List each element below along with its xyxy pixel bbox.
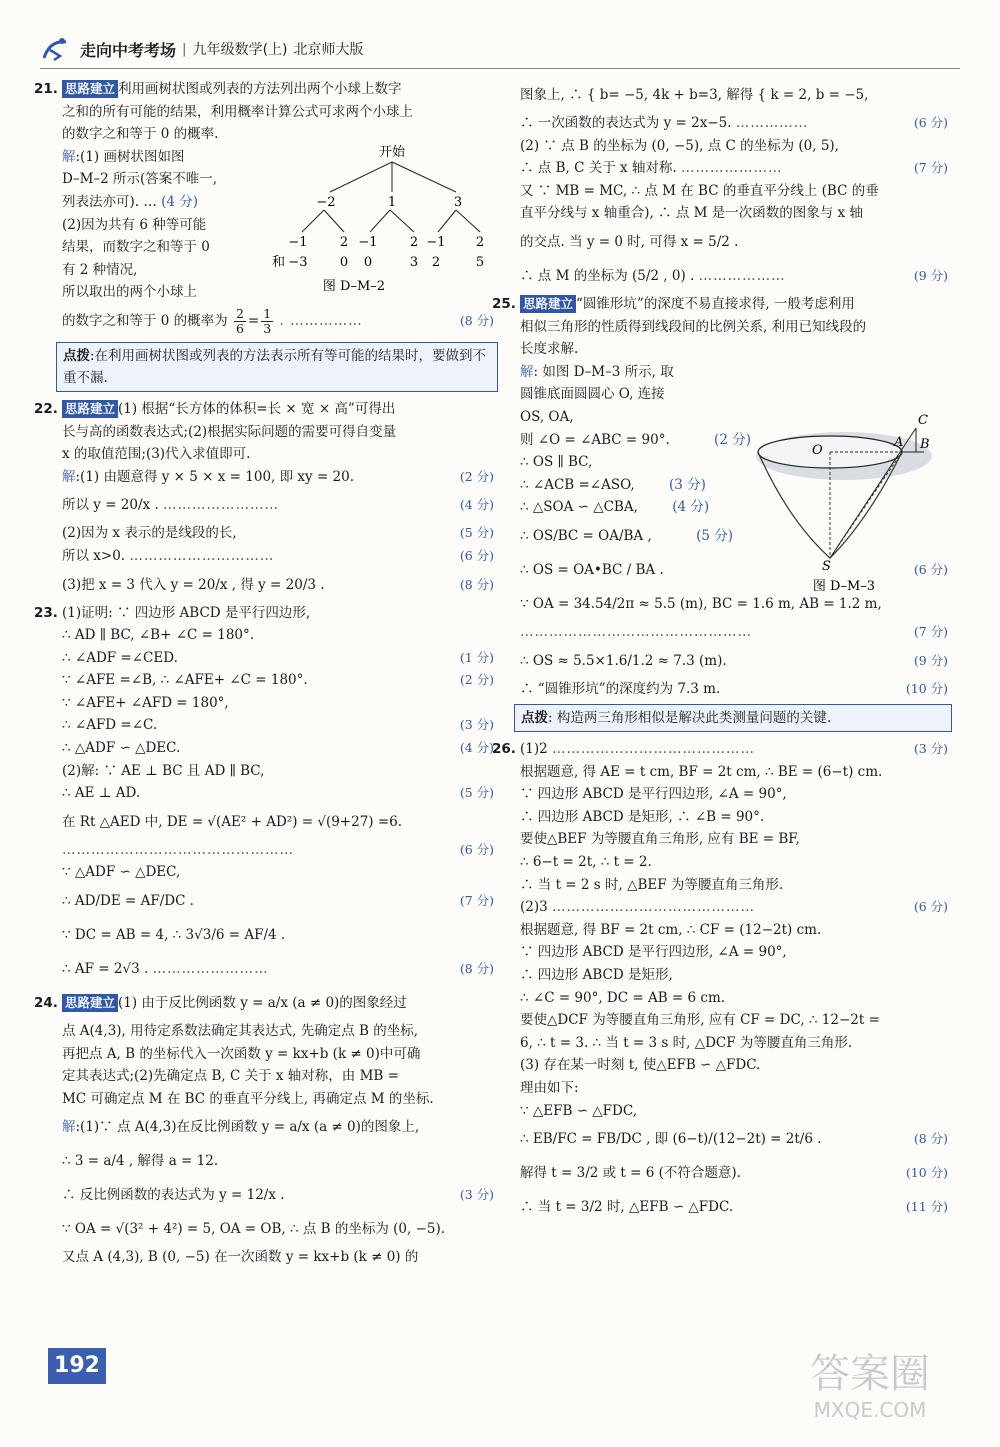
- q22-line3: x 的取值范围;(3)代入求值即可.: [62, 446, 251, 463]
- q24-line4: 定其表达式;(2)先确定点 B, C 关于 x 轴对称，由 MB =: [62, 1068, 399, 1085]
- q25-tag: 思路建立: [520, 295, 576, 313]
- q22-answer4: 所以 x>0. ………………………… (6 分): [62, 547, 494, 564]
- q21-answer1: 解:(1) 画树状图如图: [62, 148, 185, 165]
- tree-l2-3: −1: [358, 235, 378, 250]
- q26-line16: 理由如下:: [520, 1080, 579, 1096]
- q23-line7: ∴ △ADF ∽ △DEC. (4 分): [62, 740, 494, 757]
- q21-hint-box: 点拨:在利用画树状图或列表的方法表示所有等可能的结果时，要做到不重不漏.: [56, 342, 498, 392]
- q26-line15: (3) 存在某一时刻 t, 使△EFB ∽ △FDC.: [520, 1057, 761, 1074]
- tree-sum-5: 2: [431, 255, 441, 270]
- q25-hint-box: 点拨: 构造两三角形相似是解决此类测量问题的关键.: [514, 704, 952, 732]
- q25-answer5: ∴ OS ∥ BC,: [520, 454, 593, 471]
- q25-answer9: ∴ OS = OA•BC / BA . (6 分): [520, 561, 948, 578]
- q26-line14: 6, ∴ t = 3. ∴ 当 t = 3 s 时, △DCF 为等腰直角三角形.: [520, 1034, 853, 1051]
- q26-line2: 根据题意, 得 AE = t cm, BF = 2t cm, ∴ BE = (6−t) cm.: [520, 763, 883, 780]
- q24c-line1: 图象上, ∴ { b= −5, 4k + b=3, 解得 { k = 2, b = −5,: [520, 87, 869, 103]
- q26-line13: 要使△DCF 为等腰直角三角形, 应有 CF = DC, ∴ 12−2t =: [520, 1012, 880, 1029]
- q26-line7: ∴ 当 t = 2 s 时, △BEF 为等腰直角三角形.: [520, 876, 784, 893]
- q25-answer10: ∵ OA = 34.54/2π ≈ 5.5 (m), BC = 1.6 m, AB = 1.2 m,: [520, 595, 882, 612]
- tree-l1-b: 1: [387, 195, 397, 210]
- tree-sum-3: 0: [363, 255, 373, 270]
- watermark-logo: [780, 1339, 960, 1429]
- q24-answer3: ∴ 反比例函数的表达式为 y = 12/x . (3 分): [62, 1187, 494, 1204]
- tree-diagram: [268, 140, 496, 300]
- q24-line2: 点 A(4,3), 用待定系数法确定其表达式, 先确定点 B 的坐标,: [62, 1023, 419, 1040]
- q21-line2: 之和的所有可能的结果，利用概率计算公式可求两个小球上: [62, 103, 413, 120]
- q23-line11: ………………………………………… (6 分): [62, 841, 494, 858]
- q24c-line3: (2) ∵ 点 B 的坐标为 (0, −5), 点 C 的坐标为 (0, 5),: [520, 137, 839, 154]
- q24c-line2: ∴ 一次函数的表达式为 y = 2x−5. …………… (6 分): [520, 115, 948, 131]
- q23-line13: ∴ AD/DE = AF/DC . (7 分): [62, 893, 494, 910]
- q24c-line6: 直平分线与 x 轴重合), ∴ 点 M 是一次函数的图象与 x 轴: [520, 205, 863, 222]
- q26-line5: 要使△BEF 为等腰直角三角形, 应有 BE = BF,: [520, 831, 800, 848]
- q21-answer7: 所以取出的两个小球上: [62, 284, 197, 301]
- q23-line2: ∴ AD ∥ BC, ∠B+ ∠C = 180°.: [62, 627, 255, 644]
- q24-tag: 思路建立: [62, 994, 118, 1012]
- q23-line6: ∴ ∠AFD =∠C. (3 分): [62, 717, 494, 734]
- q23-line14: ∵ DC = AB = 4, ∴ 3√3/6 = AF/4 .: [62, 927, 286, 944]
- q21-answer8: 的数字之和等于 0 的概率为 $\frac{2}{6}$ = $\frac{1}{3}$ . …………… (8 分): [62, 305, 494, 336]
- tree-l2-5: −1: [426, 235, 446, 250]
- q25-answer2: 圆锥底面圆圆心 O, 连接: [520, 386, 665, 403]
- tree-sum-2: 0: [339, 255, 349, 270]
- tree-sum-1: −3: [288, 255, 308, 270]
- q23-line3: ∴ ∠ADF =∠CED. (1 分): [62, 649, 494, 666]
- q24c-line7: 的交点. 当 y = 0 时, 可得 x = 5/2 .: [520, 233, 739, 250]
- q22-answer1: 解:(1) 由题意得 y × 5 × x = 100, 即 xy = 20. (2 分): [62, 468, 494, 485]
- q25-answer3: OS, OA,: [520, 408, 574, 425]
- label-b: B: [920, 437, 930, 452]
- header-rule: [40, 68, 960, 69]
- q22-answer3: (2)因为 x 表示的是线段的长, (5 分): [62, 525, 494, 542]
- q26-line4: ∴ 四边形 ABCD 是矩形, ∴ ∠B = 90°.: [520, 808, 765, 825]
- tree-l2-6: 2: [475, 235, 485, 250]
- tree-sum-4: 3: [409, 255, 419, 270]
- q26-line10: ∵ 四边形 ABCD 是平行四边形, ∠A = 90°,: [520, 944, 787, 961]
- q24c-line4: ∴ 点 B, C 关于 x 轴对称. ………………… (7 分): [520, 160, 948, 177]
- q26-line3: ∵ 四边形 ABCD 是平行四边形, ∠A = 90°,: [520, 786, 787, 803]
- brand-title: 走向中考考场: [80, 40, 177, 60]
- q23-line10: 在 Rt △AED 中, DE = √(AE² + AD²) = √(9+27) =6.: [62, 813, 403, 830]
- q25-line3: 长度求解.: [520, 341, 579, 358]
- tree-l2-4: 2: [409, 235, 419, 250]
- watermark-line2: MXQE.COM: [813, 1398, 927, 1422]
- q21-line1: 21. 思路建立 利用画树状图或列表的方法列出两个小球上数字: [34, 81, 402, 97]
- q25-answer11: ………………………………………… (7 分): [520, 623, 948, 640]
- q21-tag: 思路建立: [62, 80, 118, 98]
- header-separator: |: [182, 41, 187, 57]
- q21-answer4: (2)因为共有 6 种等可能: [62, 216, 207, 233]
- fraction: $\frac{1}{3}$: [263, 305, 272, 336]
- q26-line6: ∴ 6−t = 2t, ∴ t = 2.: [520, 854, 652, 871]
- q24-line3: 再把点 A, B 的坐标代入一次函数 y = kx+b (k ≠ 0)中可确: [62, 1045, 421, 1062]
- tree-caption: 图 D–M–2: [322, 279, 386, 294]
- q25-answer1: 解: 如图 D–M–3 所示, 取: [520, 363, 674, 380]
- q25-line1: 25. 思路建立 “圆锥形坑”的深度不易直接求得, 一般考虑利用: [492, 295, 855, 312]
- q21-answer5: 结果，而数字之和等于 0: [62, 239, 210, 256]
- q21-line3: 的数字之和等于 0 的概率.: [62, 126, 219, 143]
- q22-tag: 思路建立: [62, 400, 118, 418]
- label-a: A: [894, 435, 904, 450]
- q21-answer3: 列表法亦可). … (4 分): [62, 193, 199, 210]
- q24c-line5: 又 ∵ MB = MC, ∴ 点 M 在 BC 的垂直平分线上 (BC 的垂: [520, 182, 879, 199]
- page-header: [40, 34, 680, 64]
- tree-sum-6: 5: [475, 255, 485, 270]
- tree-l1-a: −2: [316, 195, 336, 210]
- q25-answer12: ∴ OS ≈ 5.5×1.6/1.2 ≈ 7.3 (m). (9 分): [520, 652, 948, 669]
- cone-caption: 图 D–M–3: [812, 579, 876, 594]
- q24-line1: 24. 思路建立 (1) 由于反比例函数 y = a/x (a ≠ 0)的图象经过: [34, 995, 407, 1012]
- q23-line4: ∵ ∠AFE =∠B, ∴ ∠AFE+ ∠C = 180°. (2 分): [62, 672, 494, 689]
- header-edition: 北京师大版: [293, 42, 364, 58]
- q26-line19: 解得 t = 3/2 或 t = 6 (不符合题意). (10 分): [520, 1165, 948, 1182]
- q21-answer6: 有 2 种情况,: [62, 261, 138, 278]
- watermark-line1: 答案圈: [810, 1351, 930, 1397]
- fraction: $\frac{2}{6}$: [235, 305, 244, 336]
- q24c-line8: ∴ 点 M 的坐标为 (5/2 , 0) . ……………… (9 分): [520, 267, 948, 284]
- tree-l2-2: 2: [339, 235, 349, 250]
- q22-answer2: 所以 y = 20/x . …………………… (4 分): [62, 497, 494, 514]
- q24-answer1: 解:(1)∵ 点 A(4,3)在反比例函数 y = a/x (a ≠ 0)的图象上,: [62, 1119, 420, 1136]
- label-c: C: [918, 413, 928, 428]
- q23-line9: ∴ AE ⊥ AD. (5 分): [62, 785, 494, 802]
- q25-answer7: ∴ △SOA ∽ △CBA, (4 分): [520, 499, 710, 516]
- tree-l2-1: −1: [288, 235, 308, 250]
- q23-line8: (2)解: ∵ AE ⊥ BC 且 AD ∥ BC,: [62, 762, 265, 779]
- q24-answer4: ∵ OA = √(3² + 4²) = 5, OA = OB, ∴ 点 B 的坐标为 (0, −5).: [62, 1221, 446, 1238]
- header-subtitle: 九年级数学(上): [192, 42, 288, 58]
- cone-diagram: [748, 410, 948, 600]
- label-o: O: [812, 443, 823, 458]
- q23-line5: ∵ ∠AFE+ ∠AFD = 180°,: [62, 694, 229, 711]
- q25-line2: 相似三角形的性质得到线段间的比例关系, 利用已知线段的: [520, 318, 867, 335]
- q22-line2: 长与高的函数表达式;(2)根据实际问题的需要可得自变量: [62, 423, 397, 440]
- label-s: S: [822, 559, 831, 574]
- q25-answer4: 则 ∠O = ∠ABC = 90°. (2 分): [520, 431, 751, 448]
- tree-root: 开始: [378, 145, 406, 160]
- q26-line9: 根据题意, 得 BF = 2t cm, ∴ CF = (12−2t) cm.: [520, 921, 822, 938]
- q23-line15: ∴ AF = 2√3 . …………………… (8 分): [62, 961, 494, 978]
- q22-answer5: (3)把 x = 3 代入 y = 20/x , 得 y = 20/3 . (8 分): [62, 576, 494, 593]
- q24-line5: MC 可确定点 M 在 BC 的垂直平分线上, 再确定点 M 的坐标.: [62, 1090, 434, 1107]
- q26-line17: ∵ △EFB ∽ △FDC,: [520, 1102, 638, 1119]
- q26-line11: ∴ 四边形 ABCD 是矩形,: [520, 967, 673, 984]
- q26-line8: (2)3 …………………………………… (6 分): [520, 899, 948, 916]
- q23-line12: ∵ △ADF ∽ △DEC,: [62, 864, 181, 881]
- q26-line1: 26. (1)2 …………………………………… (3 分): [492, 741, 948, 758]
- q25-answer6: ∴ ∠ACB =∠ASO, (3 分): [520, 476, 706, 493]
- q26-line12: ∴ ∠C = 90°, DC = AB = 6 cm.: [520, 989, 726, 1006]
- q24-answer5: 又点 A (4,3), B (0, −5) 在一次函数 y = kx+b (k ≠ 0) 的: [62, 1249, 419, 1266]
- page-number: 192: [48, 1348, 106, 1384]
- q24-answer2: ∴ 3 = a/4 , 解得 a = 12.: [62, 1153, 219, 1170]
- q25-answer13: ∴ “圆锥形坑”的深度约为 7.3 m. (10 分): [520, 680, 948, 697]
- q26-line18: ∴ EB/FC = FB/DC , 即 (6−t)/(12−2t) = 2t/6 . (8 分): [520, 1131, 948, 1148]
- q22-line1: 22. 思路建立 (1) 根据“长方体的体积=长 × 宽 × 高”可得出: [34, 400, 396, 417]
- tree-sum-label: 和: [272, 255, 286, 270]
- tree-l1-c: 3: [453, 195, 463, 210]
- q26-line20: ∴ 当 t = 3/2 时, △EFB ∽ △FDC. (11 分): [520, 1199, 948, 1216]
- q25-answer8: ∴ OS/BC = OA/BA , (5 分): [520, 527, 733, 544]
- q21-answer2: D–M–2 所示(答案不唯一,: [62, 171, 218, 188]
- runner-logo-icon: [40, 36, 74, 62]
- q23-line1: 23. (1)证明: ∵ 四边形 ABCD 是平行四边形,: [34, 604, 311, 621]
- right-column: [492, 78, 952, 1224]
